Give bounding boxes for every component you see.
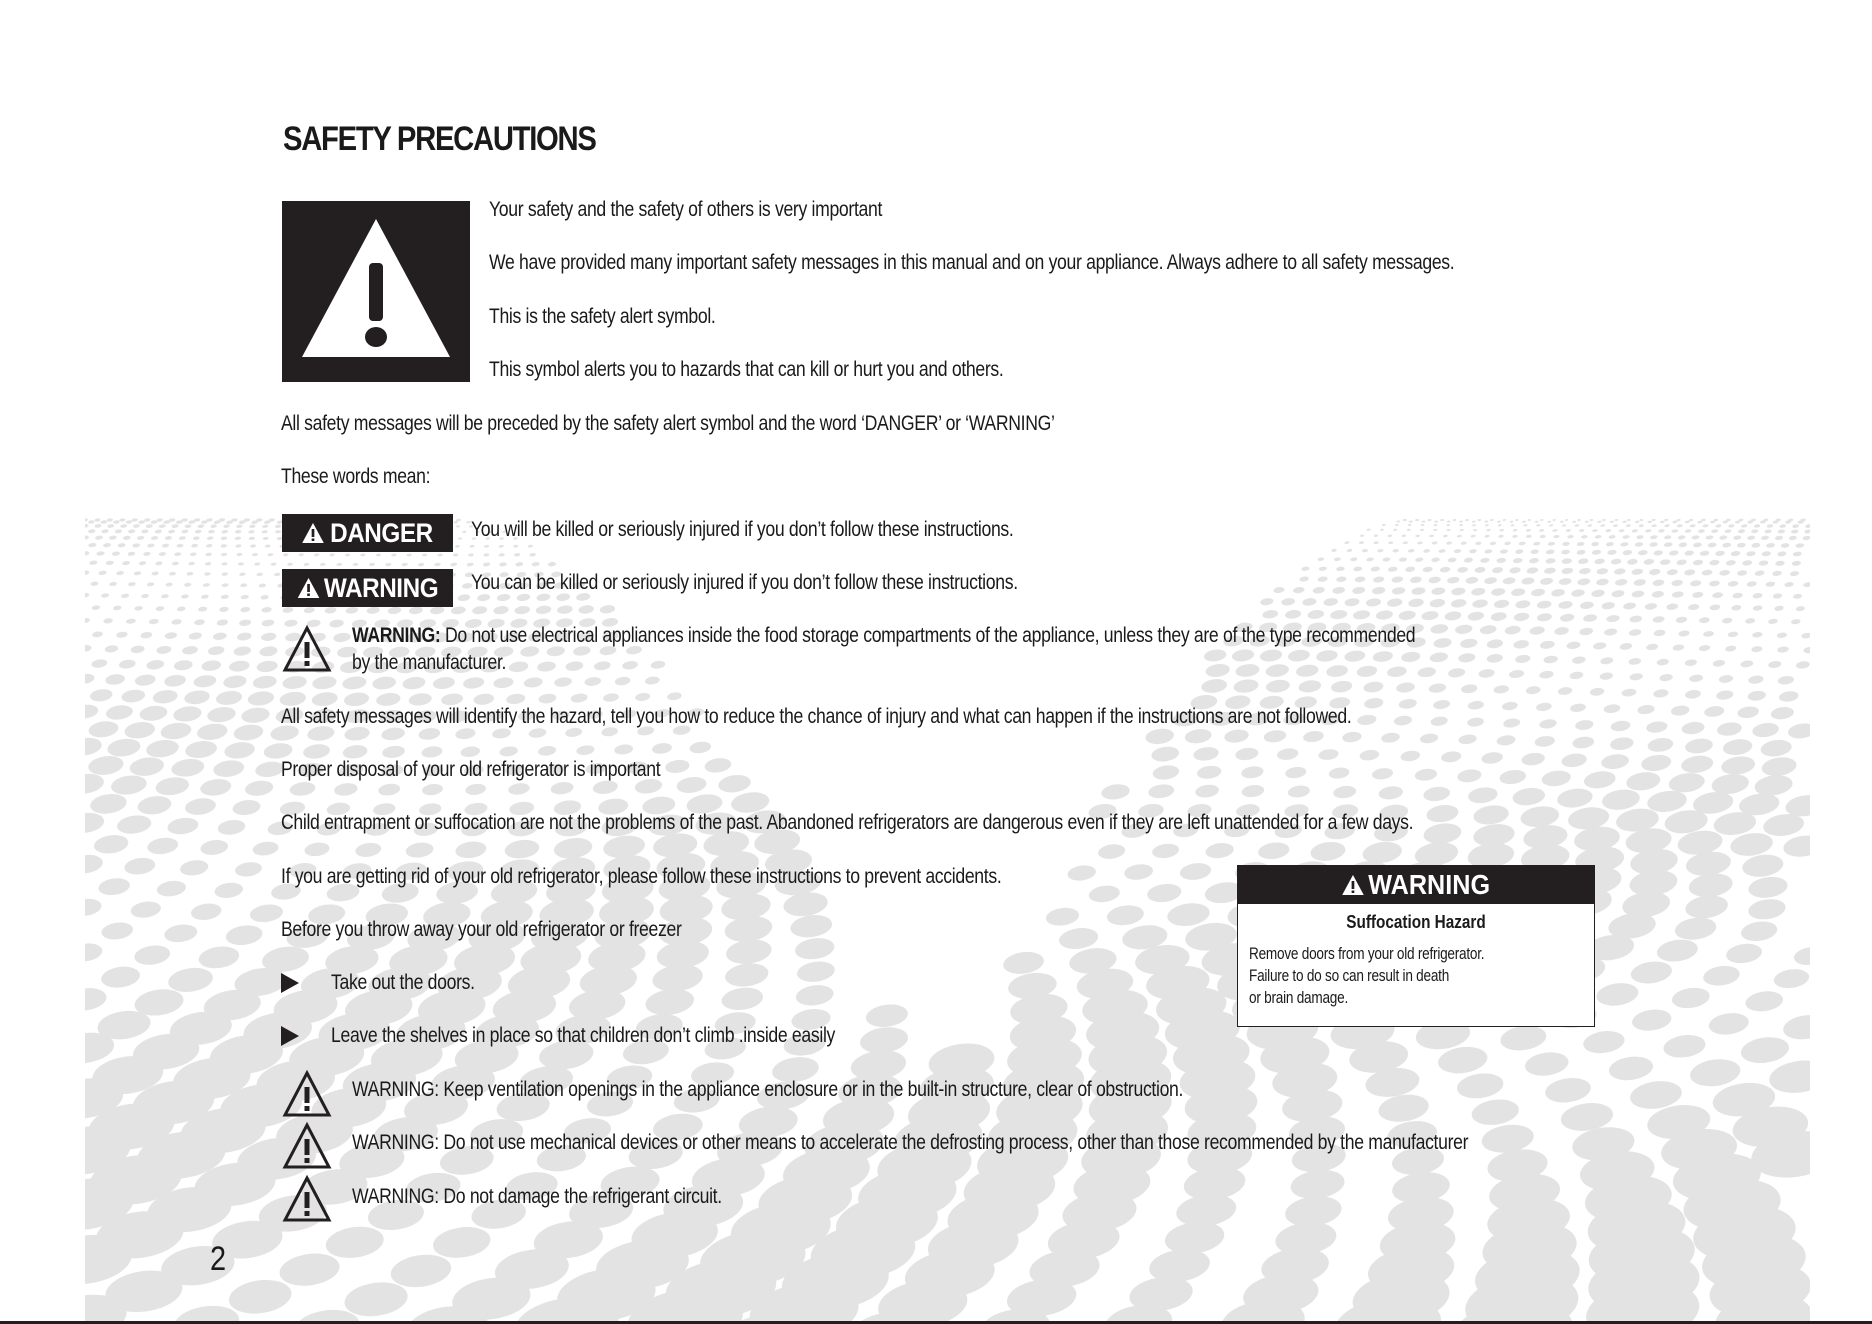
child-entrapment-text: Child entrapment or suffocation are not the problems of the past. Abandoned refrigerators are dangerous even if they are left unattended for a few days. bbox=[281, 811, 1414, 834]
electrical-warning-line-1 bbox=[352, 622, 1415, 649]
electrical-warning-line-2: by the manufacturer. bbox=[352, 651, 507, 674]
warning-triangle-icon bbox=[282, 1070, 332, 1118]
words-mean-text: These words mean: bbox=[281, 465, 431, 488]
defrosting-warning: WARNING: Do not use mechanical devices or other means to accelerate the defrosting process, other than those recommended by the manufacturer bbox=[352, 1131, 1469, 1154]
warning-box-subtitle: Suffocation Hazard bbox=[1346, 912, 1486, 932]
warning-box-body bbox=[1249, 943, 1525, 1009]
bullet-take-out-doors: Take out the doors. bbox=[331, 971, 475, 994]
warning-box-header bbox=[1238, 866, 1594, 904]
identify-text: All safety messages will identify the hazard, tell you how to reduce the chance of injury and what can happen if the instructions are not followed. bbox=[281, 705, 1352, 728]
warning-text: You can be killed or seriously injured if you don’t follow these instructions. bbox=[471, 571, 1018, 594]
warning-triangle-icon bbox=[282, 1175, 332, 1223]
electrical-warning-prefix: WARNING: bbox=[352, 624, 441, 647]
warning-triangle-icon bbox=[302, 522, 325, 544]
safety-alert-symbol bbox=[282, 201, 470, 382]
page-number: 2 bbox=[210, 1240, 227, 1278]
warning-box-line-3: or brain damage. bbox=[1249, 988, 1348, 1007]
warning-triangle-icon bbox=[282, 625, 332, 673]
warning-triangle-icon bbox=[282, 1122, 332, 1170]
intro-line-3: This is the safety alert symbol. bbox=[489, 305, 716, 328]
warning-label: WARNING bbox=[323, 572, 439, 603]
warning-badge bbox=[282, 569, 453, 607]
danger-text: You will be killed or seriously injured if you don’t follow these instructions. bbox=[471, 518, 1014, 541]
page-title: SAFETY PRECAUTIONS bbox=[283, 120, 596, 158]
warning-triangle-icon bbox=[1342, 874, 1365, 896]
large-warning-triangle-icon bbox=[282, 201, 470, 382]
warning-box-label: WARNING bbox=[1368, 869, 1491, 900]
disposal-heading: Proper disposal of your old refrigerator is important bbox=[281, 758, 661, 781]
triangle-bullet-icon bbox=[281, 1026, 299, 1046]
suffocation-warning-box bbox=[1237, 865, 1595, 1027]
intro-line-1: Your safety and the safety of others is very important bbox=[489, 198, 883, 221]
intro-line-2: We have provided many important safety messages in this manual and on your appliance. Always adhere to all safety messages. bbox=[489, 251, 1455, 274]
warning-box-line-1: Remove doors from your old refrigerator. bbox=[1249, 944, 1485, 963]
danger-label: DANGER bbox=[330, 517, 434, 548]
intro-line-4: This symbol alerts you to hazards that can kill or hurt you and others. bbox=[489, 358, 1004, 381]
preceded-text: All safety messages will be preceded by the safety alert symbol and the word ‘DANGER’ or ‘WARNING’ bbox=[281, 412, 1055, 435]
electrical-warning-text: Do not use electrical appliances inside the food storage compartments of the appliance, unless they are of the type recommended bbox=[440, 624, 1416, 647]
before-throw-text: Before you throw away your old refrigerator or freezer bbox=[281, 918, 682, 941]
getting-rid-text: If you are getting rid of your old refrigerator, please follow these instructions to prevent accidents. bbox=[281, 865, 1002, 888]
bullet-leave-shelves: Leave the shelves in place so that children don’t climb .inside easily bbox=[331, 1024, 836, 1047]
refrigerant-warning: WARNING: Do not damage the refrigerant circuit. bbox=[352, 1185, 722, 1208]
ventilation-warning: WARNING: Keep ventilation openings in the appliance enclosure or in the built-in structure, clear of obstruction. bbox=[352, 1078, 1184, 1101]
warning-triangle-icon bbox=[297, 577, 320, 599]
warning-box-line-2: Failure to do so can result in death bbox=[1249, 966, 1450, 985]
triangle-bullet-icon bbox=[281, 973, 299, 993]
danger-badge bbox=[282, 514, 453, 552]
